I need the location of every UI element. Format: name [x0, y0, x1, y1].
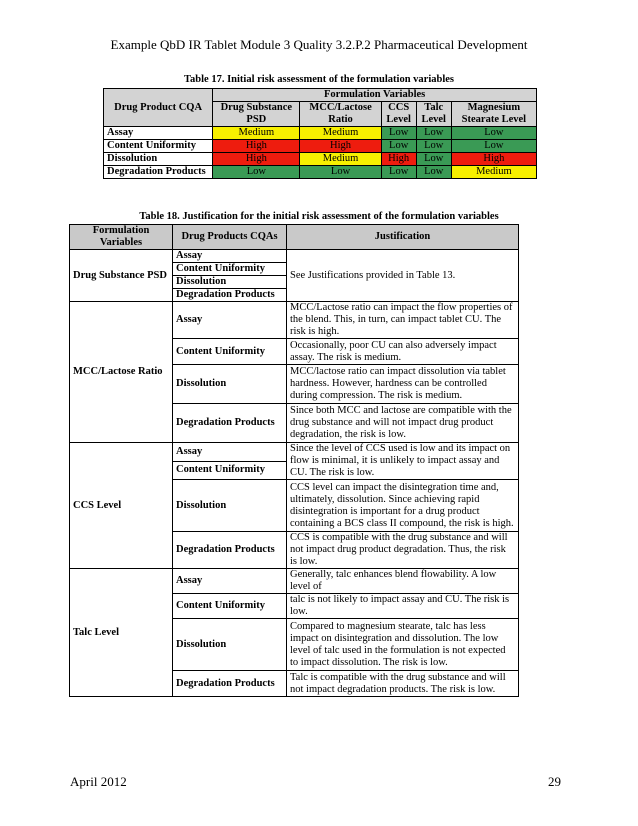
- cqa-cell: Content Uniformity: [173, 263, 287, 276]
- header-justification: Justification: [287, 225, 519, 250]
- row-header: Assay: [104, 127, 213, 140]
- variable-cell: Talc Level: [70, 569, 173, 697]
- table18-caption: Table 18. Justification for the initial risk assessment of the formulation variables: [139, 211, 499, 222]
- cqa-cell: Assay: [173, 569, 287, 594]
- risk-cell: Low: [300, 166, 381, 179]
- risk-cell: Medium: [300, 153, 381, 166]
- corner-header: Drug Product CQA: [104, 89, 213, 127]
- cqa-cell: Content Uniformity: [173, 339, 287, 365]
- variable-cell: Drug Substance PSD: [70, 250, 173, 302]
- risk-cell: Low: [416, 127, 451, 140]
- header-cqas: Drug Products CQAs: [173, 225, 287, 250]
- cqa-cell: Dissolution: [173, 619, 287, 671]
- risk-cell: High: [213, 140, 300, 153]
- cqa-cell: Degradation Products: [173, 532, 287, 569]
- row-header: Dissolution: [104, 153, 213, 166]
- risk-cell: High: [300, 140, 381, 153]
- variable-cell: MCC/Lactose Ratio: [70, 302, 173, 443]
- justification-cell: Compared to magnesium stearate, talc has less impact on disintegration and dissolution. The low level of talc used in the formulation is not expected to impact dissolution. The risk is low.: [287, 619, 519, 671]
- risk-cell: Low: [416, 140, 451, 153]
- cqa-cell: Assay: [173, 250, 287, 263]
- cqa-cell: Dissolution: [173, 276, 287, 289]
- page-header: Example QbD IR Tablet Module 3 Quality 3.2.P.2 Pharmaceutical Development: [110, 37, 528, 52]
- table-row: [104, 153, 537, 166]
- cqa-cell: Assay: [173, 443, 287, 462]
- variable-cell: CCS Level: [70, 443, 173, 569]
- justification-cell: Generally, talc enhances blend flowability. A low level of: [287, 569, 519, 594]
- header-variables: Formulation Variables: [70, 225, 173, 250]
- cqa-cell: Content Uniformity: [173, 594, 287, 619]
- row-header: Content Uniformity: [104, 140, 213, 153]
- justification-cell: talc is not likely to impact assay and CU. The risk is low.: [287, 594, 519, 619]
- justification-cell: MCC/Lactose ratio can impact the flow properties of the blend. This, in turn, can impact tablet CU. The risk is high.: [287, 302, 519, 339]
- justification-cell: Since the level of CCS used is low and its impact on flow is minimal, it is unlikely to impact assay and CU. The risk is low.: [287, 443, 519, 480]
- risk-cell: High: [213, 153, 300, 166]
- risk-assessment-table: [103, 88, 537, 179]
- justification-cell: MCC/lactose ratio can impact dissolution via tablet hardness. However, hardness can be controlled during compression. The risk is medium.: [287, 365, 519, 404]
- risk-cell: Low: [451, 140, 536, 153]
- justification-cell: Since both MCC and lactose are compatible with the drug substance and will not impact drug product degradation, the risk is low.: [287, 404, 519, 443]
- justification-cell: Occasionally, poor CU can also adversely impact assay. The risk is medium.: [287, 339, 519, 365]
- risk-cell: Medium: [451, 166, 536, 179]
- cqa-cell: Degradation Products: [173, 671, 287, 697]
- footer-date: April 2012: [70, 774, 127, 789]
- cqa-cell: Dissolution: [173, 365, 287, 404]
- risk-cell: Low: [381, 140, 416, 153]
- cqa-cell: Dissolution: [173, 480, 287, 532]
- justification-cell: CCS is compatible with the drug substance and will not impact drug product degradation. Thus, the risk is low.: [287, 532, 519, 569]
- justification-cell: See Justifications provided in Table 13.: [287, 250, 519, 302]
- justification-cell: CCS level can impact the disintegration time and, ultimately, dissolution. Since achieving rapid disintegration is important for a drug product containing a BCS class II compound, the risk is high.: [287, 480, 519, 532]
- risk-cell: Medium: [213, 127, 300, 140]
- risk-cell: High: [451, 153, 536, 166]
- table17-caption: Table 17. Initial risk assessment of the formulation variables: [184, 74, 454, 85]
- row-header: Degradation Products: [104, 166, 213, 179]
- justification-table: [69, 224, 519, 697]
- page-number: 29: [548, 774, 561, 789]
- cqa-cell: Degradation Products: [173, 404, 287, 443]
- column-header: CCS Level: [381, 102, 416, 127]
- risk-cell: Low: [213, 166, 300, 179]
- risk-cell: High: [381, 153, 416, 166]
- risk-cell: Low: [416, 166, 451, 179]
- table-row: [104, 140, 537, 153]
- cqa-cell: Degradation Products: [173, 289, 287, 302]
- group-header: Formulation Variables: [213, 89, 537, 102]
- column-header: Drug Substance PSD: [213, 102, 300, 127]
- justification-cell: Talc is compatible with the drug substance and will not impact degradation products. The risk is low.: [287, 671, 519, 697]
- cqa-cell: Assay: [173, 302, 287, 339]
- table-row: [104, 127, 537, 140]
- column-header: Magnesium Stearate Level: [451, 102, 536, 127]
- risk-cell: Low: [416, 153, 451, 166]
- risk-cell: Low: [381, 127, 416, 140]
- risk-cell: Medium: [300, 127, 381, 140]
- table-row: [104, 166, 537, 179]
- risk-cell: Low: [381, 166, 416, 179]
- column-header: MCC/Lactose Ratio: [300, 102, 381, 127]
- risk-cell: Low: [451, 127, 536, 140]
- column-header: Talc Level: [416, 102, 451, 127]
- cqa-cell: Content Uniformity: [173, 461, 287, 480]
